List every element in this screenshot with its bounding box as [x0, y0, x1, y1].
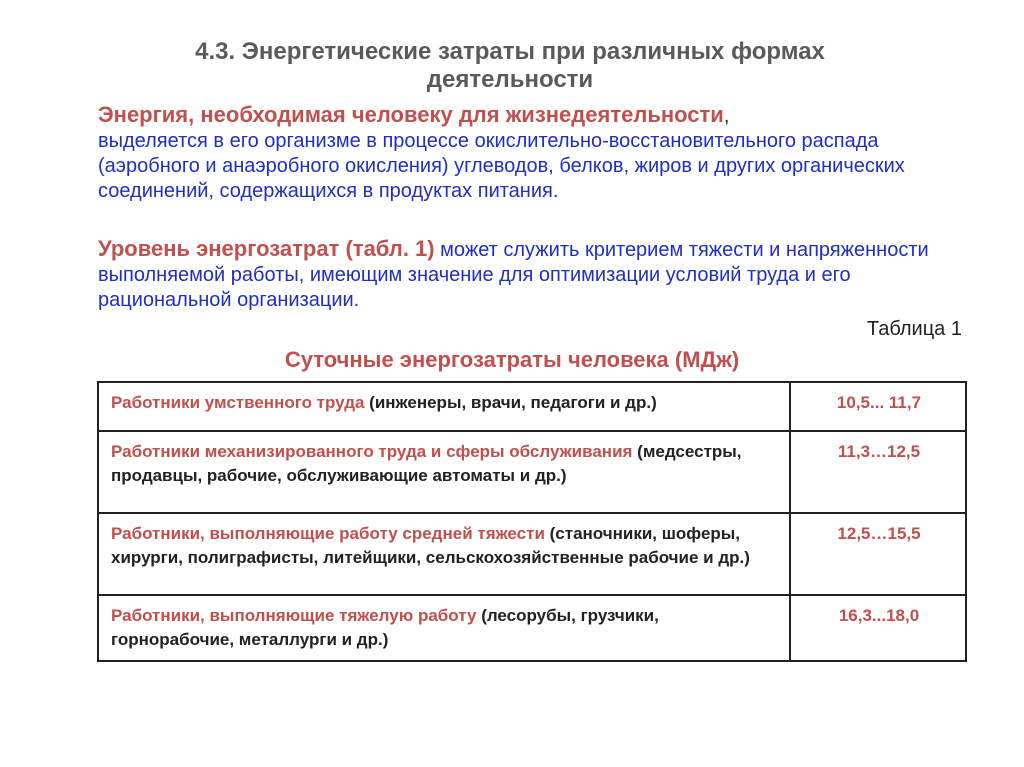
table-row: [98, 513, 966, 595]
table-row: [98, 382, 966, 431]
worker-examples: (инженеры, врачи, педагоги и др.): [364, 393, 657, 412]
table-row: [98, 595, 966, 661]
table-number: Таблица 1: [866, 318, 962, 340]
table-cell-description: [98, 382, 790, 431]
worker-category: Работники, выполняющие тяжелую работу: [111, 606, 477, 625]
paragraph-energy-level-highlight: Уровень энергозатрат (табл. 1): [98, 236, 435, 261]
paragraph-energy-comma: ,: [723, 105, 730, 127]
table-cell-description: [98, 595, 790, 661]
paragraph-energy: [98, 102, 978, 204]
table-cell-description: [98, 431, 790, 513]
energy-table: [97, 381, 967, 662]
worker-examples: (станочники, шоферы, хирурги, полиграфисты, литейщики, сельскохозяйственные рабочие и др.): [111, 524, 750, 567]
energy-value: 11,3…12,5: [790, 431, 966, 513]
paragraph-energy-level-text: может служить критерием тяжести и напряженности выполняемой работы, имеющим значение для оптимизации условий труда и его рациональной организации.: [98, 239, 929, 311]
worker-category: Работники механизированного труда и сферы обслуживания: [111, 442, 633, 461]
section-heading: 4.3. Энергетические затраты при различных формах деятельности: [195, 38, 825, 93]
table-cell-description: [98, 513, 790, 595]
table-row: [98, 431, 966, 513]
worker-examples: (лесорубы, грузчики, горнорабочие, металлурги и др.): [111, 606, 659, 649]
energy-value: 10,5... 11,7: [790, 382, 966, 431]
paragraph-energy-text: выделяется в его организме в процессе окислительно-восстановительного распада (аэробного и анаэробного окисления) углеводов, белков, жиров и других органических соединений, содержащихся в продуктах питания.: [98, 130, 905, 202]
paragraph-energy-highlight: Энергия, необходимая человеку для жизнедеятельности: [98, 102, 724, 127]
paragraph-energy-level: [98, 236, 978, 313]
worker-category: Работники, выполняющие работу средней тяжести: [111, 524, 545, 543]
worker-examples: (медсестры, продавцы, рабочие, обслуживающие автоматы и др.): [111, 442, 742, 485]
energy-value: 16,3...18,0: [790, 595, 966, 661]
worker-category: Работники умственного труда: [111, 393, 365, 412]
energy-value: 12,5…15,5: [790, 513, 966, 595]
table-title: Суточные энергозатраты человека (МДж): [284, 347, 740, 372]
